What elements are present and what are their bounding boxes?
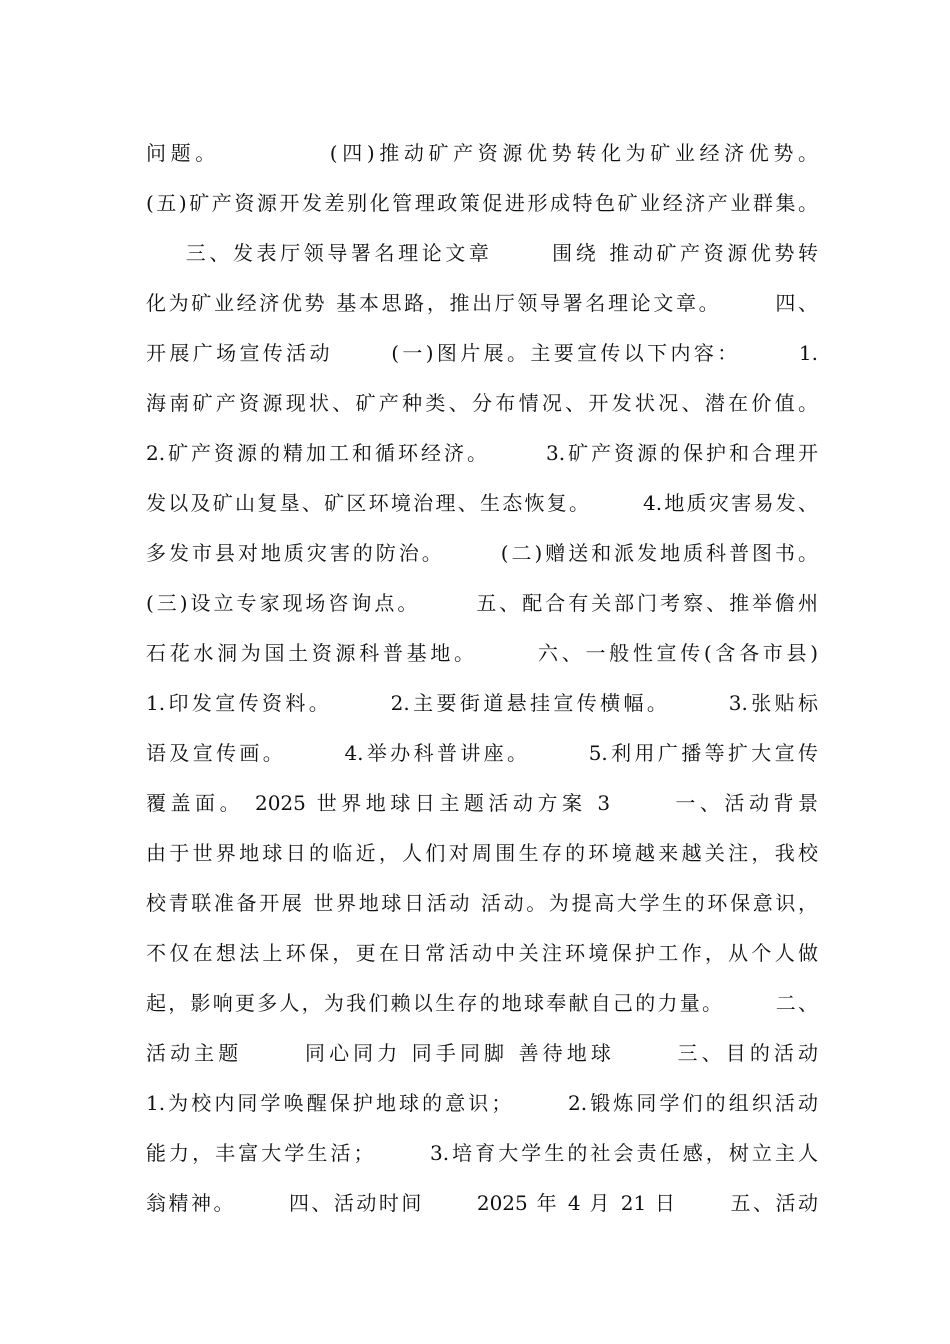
text-line: 1.印发宣传资料。 2.主要街道悬挂宣传横幅。 3.张贴标 (146, 691, 818, 715)
text-line: 活动主题 同心同力 同手同脚 善待地球 三、目的活动 (146, 1041, 818, 1065)
text-line: 由于世界地球日的临近，人们对周围生存的环境越来越关注，我校 (146, 841, 818, 865)
text-line: 三、发表厅领导署名理论文章 围绕 推动矿产资源优势转 (146, 241, 818, 265)
text-line: 起，影响更多人，为我们赖以生存的地球奉献自己的力量。 二、 (146, 991, 818, 1015)
text-line: 2.矿产资源的精加工和循环经济。 3.矿产资源的保护和合理开 (146, 441, 818, 465)
text-line: 海南矿产资源现状、矿产种类、分布情况、开发状况、潜在价值。 (146, 391, 818, 415)
text-line: 石花水洞为国土资源科普基地。 六、一般性宣传(含各市县) (146, 641, 818, 665)
text-line: (五)矿产资源开发差别化管理政策促进形成特色矿业经济产业群集。 (146, 191, 818, 215)
text-line: 发以及矿山复垦、矿区环境治理、生态恢复。 4.地质灾害易发、 (146, 491, 818, 515)
text-line: 翁精神。 四、活动时间 2025 年 4 月 21 日 五、活动 (146, 1191, 818, 1215)
text-line: 覆盖面。 2025 世界地球日主题活动方案 3 一、活动背景 (146, 791, 818, 815)
text-line: 不仅在想法上环保，更在日常活动中关注环境保护工作，从个人做 (146, 941, 818, 965)
text-line: 能力，丰富大学生活； 3.培育大学生的社会责任感，树立主人 (146, 1141, 818, 1165)
body-text (146, 128, 818, 1228)
text-line: 多发市县对地质灾害的防治。 (二)赠送和派发地质科普图书。 (146, 541, 818, 565)
text-line: 语及宣传画。 4.举办科普讲座。 5.利用广播等扩大宣传 (146, 741, 818, 765)
text-line: 1.为校内同学唤醒保护地球的意识； 2.锻炼同学们的组织活动 (146, 1091, 818, 1115)
text-line: 校青联准备开展 世界地球日活动 活动。为提高大学生的环保意识， (146, 891, 818, 915)
text-line: 开展广场宣传活动 (一)图片展。主要宣传以下内容： 1. (146, 341, 818, 365)
text-line: (三)设立专家现场咨询点。 五、配合有关部门考察、推举儋州 (146, 591, 818, 615)
text-line: 问题。 (四)推动矿产资源优势转化为矿业经济优势。 (146, 141, 818, 165)
text-line: 化为矿业经济优势 基本思路，推出厅领导署名理论文章。 四、 (146, 291, 818, 315)
